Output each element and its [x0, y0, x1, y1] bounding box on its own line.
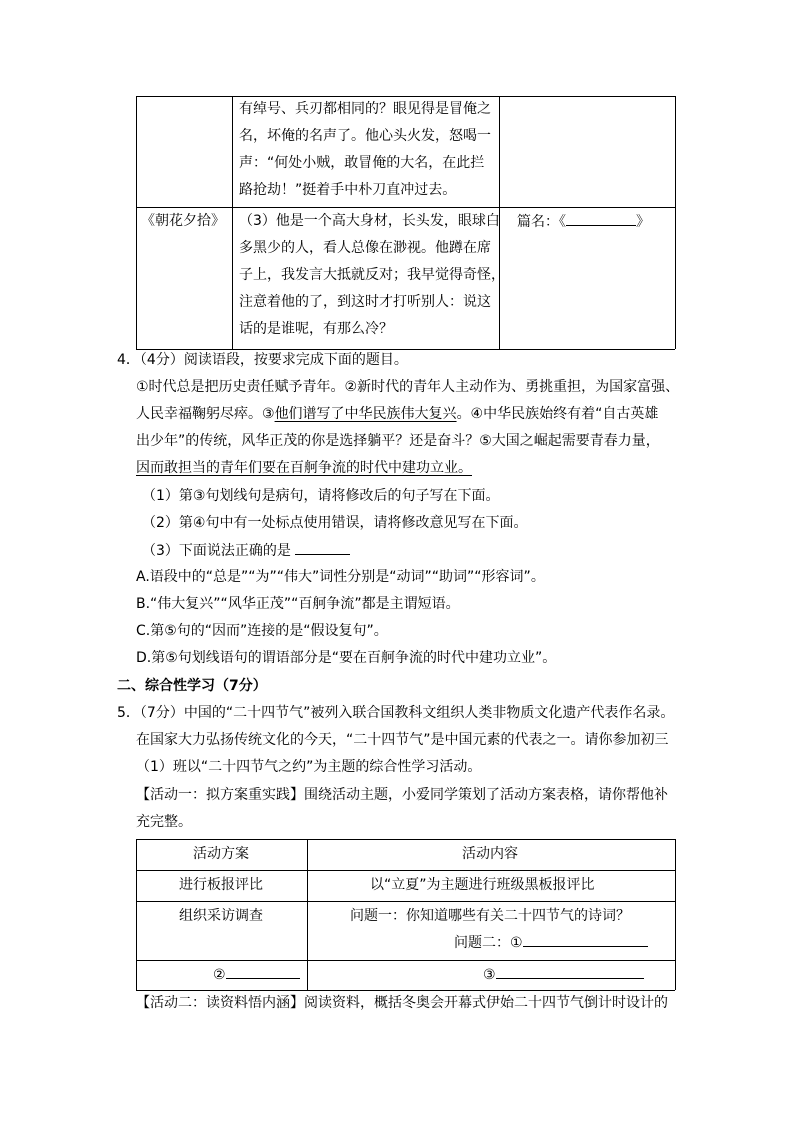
table-cell-text: 话的是谁呢，有那么冷？ [239, 321, 393, 337]
table-border [136, 990, 675, 991]
answer-suffix: 》 [636, 214, 650, 230]
q4-sub1: （1）第③句划线句是病句，请将修改后的句子写在下面。 [142, 488, 500, 504]
table-border [136, 839, 137, 990]
table-border [136, 96, 675, 97]
answer-prefix: 篇名：《 [517, 214, 566, 230]
q4-sub2: （2）第④句中有一处标点使用错误，请将修改意见写在下面。 [142, 515, 528, 531]
section-heading: 二、综合性学习（7分） [117, 678, 267, 694]
answer-blank[interactable] [226, 964, 300, 979]
q4-underlined-sentence: 因而敢担当的青年们要在百舸争流的时代中建功立业。 [136, 460, 472, 476]
q4-option-c: C.第⑤句的“因而”连接的是“假设复句”。 [136, 623, 388, 639]
q4-sub3-blank[interactable] [295, 540, 350, 555]
table-border [675, 839, 676, 990]
table-cell-text: （3）他是一个高大身材，长头发，眼球白 [239, 213, 500, 229]
table-border [675, 96, 676, 349]
q4-option-b: B.“伟大复兴”“风华正茂”“百舸争流”都是主谓短语。 [136, 596, 460, 612]
q4-paragraph-line: ①时代总是把历史责任赋予青年。②新时代的青年人主动作为、勇挑重担，为国家富强、 [136, 379, 680, 395]
answer-blank[interactable] [566, 211, 636, 226]
answer-field[interactable] [454, 932, 648, 953]
answer-blank[interactable] [523, 932, 648, 947]
table-border [136, 96, 137, 349]
q4-text: 。④中华民族始终有着“自古英雄 [456, 406, 659, 422]
q4-sub3-text: （3）下面说法正确的是 [142, 543, 291, 559]
table-border [136, 901, 675, 902]
table-cell-text: 名，坏俺的名声了。他心头火发，怒喝一 [239, 128, 491, 144]
table-border [232, 96, 233, 349]
answer-field[interactable] [483, 964, 644, 985]
question-two-label: 问题二：① [454, 935, 523, 951]
q4-option-d: D.第⑤句划线语句的谓语部分是“要在百舸争流的时代中建功立业”。 [136, 650, 557, 666]
table-cell-text: 路抢劫！”挺着手中朴刀直冲过去。 [239, 182, 457, 198]
q4-sub3 [142, 540, 350, 561]
table-cell-text: 多黑少的人，看人总像在渺视。他蹲在席 [239, 240, 491, 256]
table-cell-text: 声：“何处小贼，敢冒俺的大名，在此拦 [239, 155, 485, 171]
table-border [136, 839, 675, 840]
q4-paragraph-line [136, 404, 658, 424]
q5-intro: （1）班以“二十四节气之约”为主题的综合性学习活动。 [136, 759, 482, 775]
q4-header: 4．（4分）阅读语段，按要求完成下面的题目。 [117, 352, 408, 368]
q5-intro: 在国家大力弘扬传统文化的今天，“二十四节气”是中国元素的代表之一。请你参加初三 [136, 732, 669, 748]
blank-number: ② [213, 967, 226, 983]
table-header: 活动内容 [462, 846, 518, 862]
table-border [136, 870, 675, 871]
q5-intro: 5．（7分）中国的“二十四节气”被列入联合国教科文组织人类非物质文化遗产代表作名录。 [117, 705, 675, 721]
table-cell-text: 注意着他的了，到这时才打听别人：说这 [239, 294, 491, 310]
table-border [136, 960, 675, 961]
table-border [307, 839, 308, 990]
table-cell-text: 进行板报评比 [179, 877, 263, 893]
q4-option-a: A.语段中的“总是”“为”“伟大”词性分别是“动词”“助词”“形容词”。 [136, 569, 545, 585]
table-cell-text: 以“立夏”为主题进行班级黑板报评比 [370, 877, 595, 893]
table-border [136, 207, 675, 208]
q4-paragraph-line: 出少年”的传统，风华正茂的你是选择躺平？还是奋斗？⑤大国之崛起需要青春力量， [136, 433, 660, 449]
q4-underlined-sentence: 他们谱写了中华民族伟大复兴 [274, 406, 457, 422]
table-cell-text: 问题一：你知道哪些有关二十四节气的诗词？ [350, 908, 630, 924]
answer-field[interactable] [517, 211, 650, 232]
table-cell-text: 组织采访调查 [179, 908, 263, 924]
activity2-text: 【活动二：读资料悟内涵】阅读资料，概括冬奥会开幕式伊始二十四节气倒计时设计的 [136, 995, 668, 1011]
answer-blank[interactable] [496, 964, 644, 979]
book-title: 《朝花夕拾》 [141, 213, 225, 229]
table-header: 活动方案 [193, 846, 249, 862]
answer-field[interactable] [213, 964, 300, 985]
table-cell-text: 有绰号、兵刃都相同的？眼见得是冒俺之 [239, 101, 491, 117]
activity1-text: 充完整。 [136, 814, 192, 830]
activity1-text: 【活动一：拟方案重实践】围绕活动主题，小爱同学策划了活动方案表格，请你帮他补 [136, 787, 668, 803]
table-cell-text: 子上，我发言大抵就反对；我早觉得奇怪， [239, 267, 505, 283]
q4-text: 人民幸福鞠躬尽瘁。③ [136, 406, 275, 422]
blank-number: ③ [483, 967, 496, 983]
